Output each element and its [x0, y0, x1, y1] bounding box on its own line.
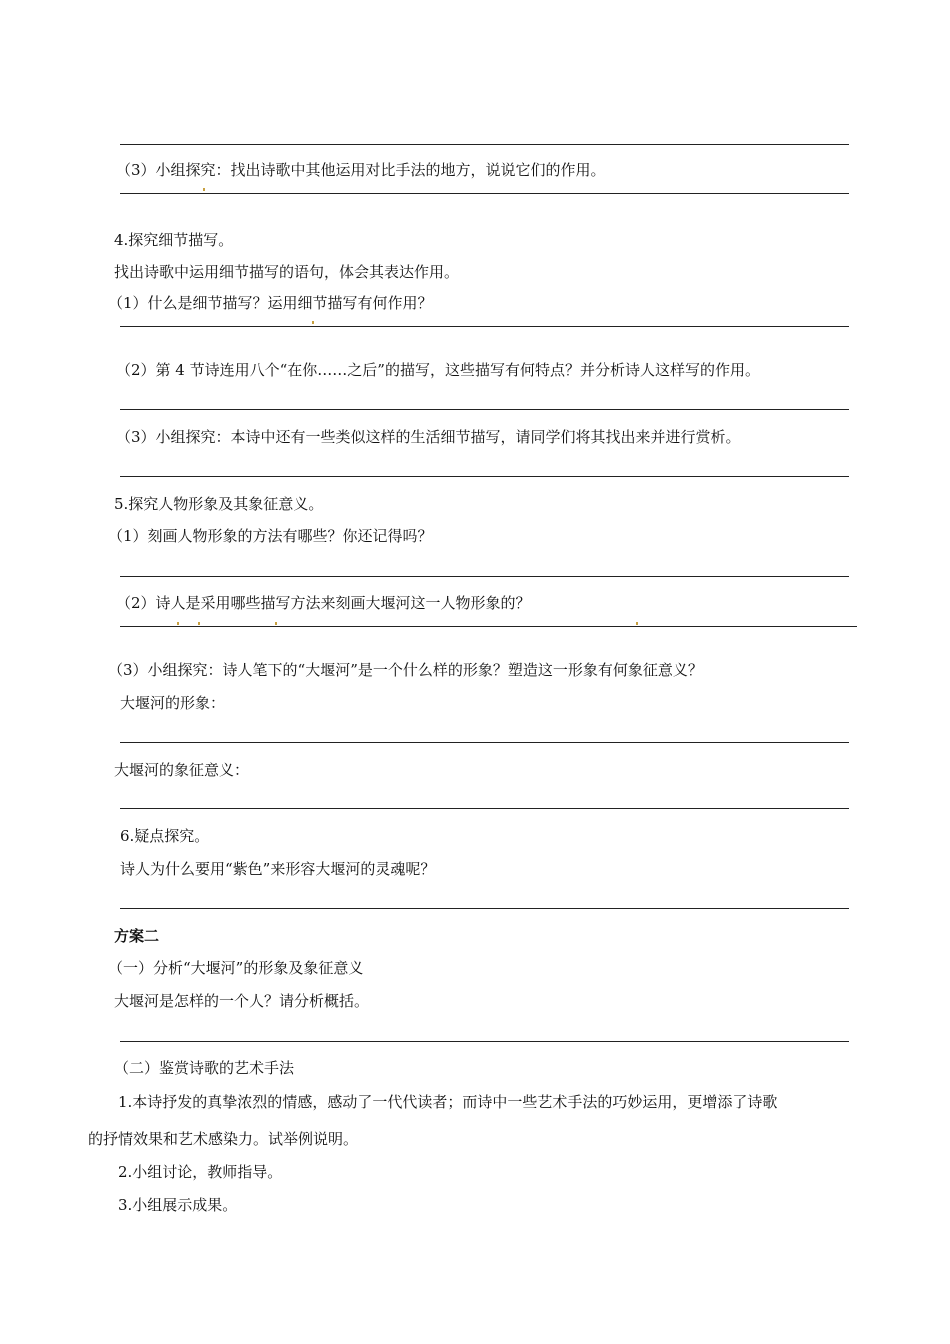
answer-line — [120, 193, 849, 194]
section-4-title: 4.探究细节描写。 — [114, 231, 234, 249]
section-5-title: 5.探究人物形象及其象征意义。 — [114, 495, 324, 513]
answer-line — [120, 409, 849, 410]
section-4-intro: 找出诗歌中运用细节描写的语句，体会其表达作用。 — [114, 263, 460, 281]
answer-line — [120, 626, 857, 627]
q3-contrast-question: （3）小组探究：找出诗歌中其他运用对比手法的地方，说说它们的作用。 — [116, 161, 606, 179]
answer-line — [120, 742, 849, 743]
section-5-question-2: （2）诗人是采用哪些描写方法来刻画大堰河这一人物形象的？ — [116, 594, 531, 612]
section-5-question-3: （3）小组探究：诗人笔下的“大堰河”是一个什么样的形象？塑造这一形象有何象征意义？ — [108, 661, 703, 679]
answer-line-marker — [275, 622, 277, 625]
section-5-image-label: 大堰河的形象： — [120, 694, 226, 712]
answer-line-marker — [312, 321, 314, 324]
answer-line — [120, 476, 849, 477]
plan-2-item-1-line-2: 的抒情效果和艺术感染力。试举例说明。 — [88, 1130, 359, 1148]
plan-2-part-1-title: （一）分析“大堰河”的形象及象征意义 — [108, 959, 364, 977]
answer-line — [120, 576, 849, 577]
section-5-symbol-label: 大堰河的象征意义： — [114, 761, 250, 779]
answer-line-marker — [198, 622, 200, 625]
section-4-question-2: （2）第 4 节诗连用八个“在你……之后”的描写，这些描写有何特点？并分析诗人这样写的作用。 — [116, 361, 760, 379]
plan-2-item-3: 3.小组展示成果。 — [118, 1196, 238, 1214]
section-4-question-3: （3）小组探究：本诗中还有一些类似这样的生活细节描写，请同学们将其找出来并进行赏析。 — [116, 428, 741, 446]
answer-line — [120, 908, 849, 909]
answer-line-marker — [177, 622, 179, 625]
plan-2-part-2-title: （二）鉴赏诗歌的艺术手法 — [114, 1059, 295, 1077]
section-5-question-1: （1）刻画人物形象的方法有哪些？你还记得吗？ — [108, 527, 433, 545]
answer-line-marker — [203, 188, 205, 191]
plan-2-item-1-line-1: 1.本诗抒发的真挚浓烈的情感，感动了一代代读者；而诗中一些艺术手法的巧妙运用，更增添了诗歌 — [118, 1093, 778, 1111]
answer-line-marker — [636, 622, 638, 625]
answer-line — [120, 326, 849, 327]
answer-line — [120, 144, 849, 145]
answer-line — [120, 808, 849, 809]
answer-line — [120, 1041, 849, 1042]
plan-2-title: 方案二 — [114, 927, 160, 945]
section-6-question: 诗人为什么要用“紫色”来形容大堰河的灵魂呢？ — [120, 860, 436, 878]
section-4-question-1: （1）什么是细节描写？运用细节描写有何作用？ — [108, 294, 433, 312]
plan-2-item-2: 2.小组讨论，教师指导。 — [118, 1163, 283, 1181]
plan-2-part-1-question: 大堰河是怎样的一个人？请分析概括。 — [114, 992, 370, 1010]
section-6-title: 6.疑点探究。 — [120, 827, 210, 845]
